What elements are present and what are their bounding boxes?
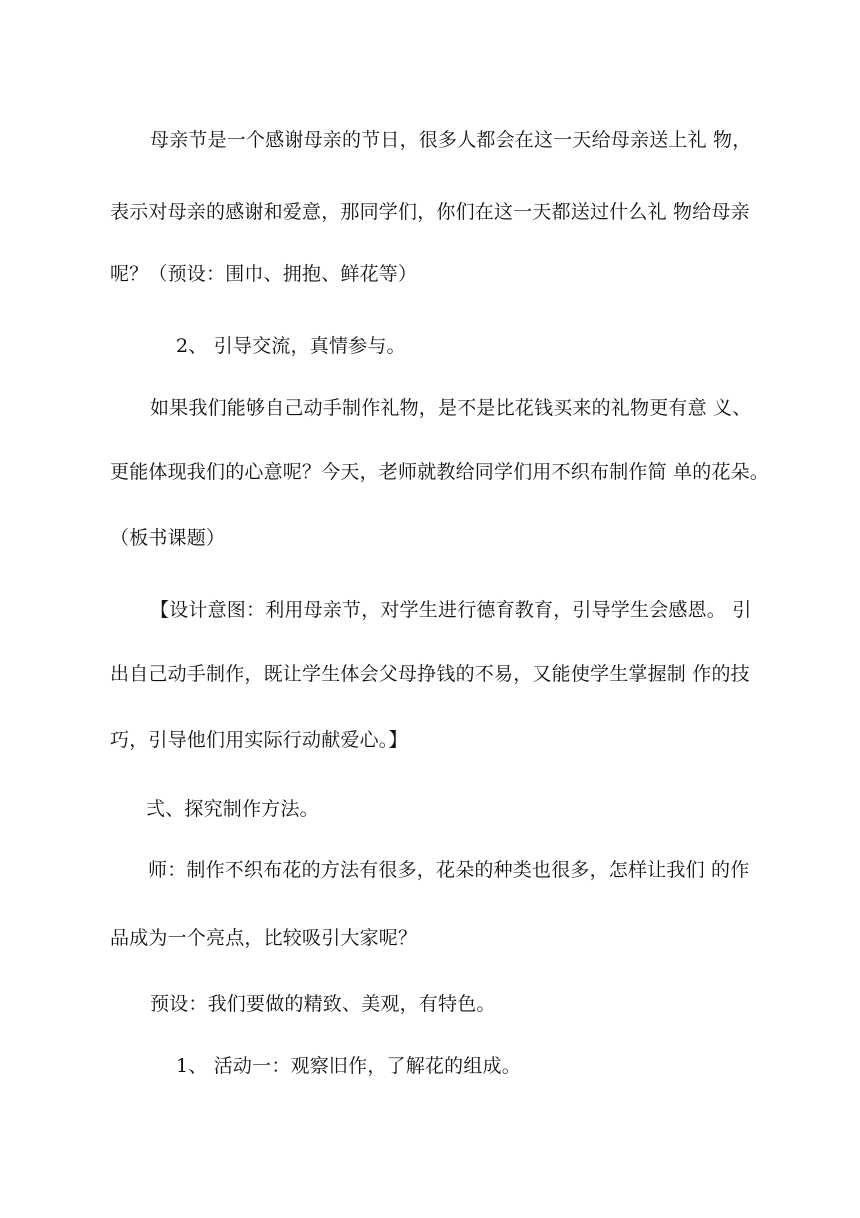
design-intent-line-3: 巧，引导他们用实际行动献爱心。】 <box>110 729 408 751</box>
paragraph-line-3: 呢？（预设：围巾、拥抱、鲜花等） <box>110 263 418 285</box>
design-intent-line-1: 【设计意图：利用母亲节，对学生进行德育教育，引导学生会感恩。 引 <box>150 599 752 621</box>
paragraph-line-6: （板书课题） <box>110 527 226 549</box>
section-heading-3: 弍、探究制作方法。 <box>146 798 319 820</box>
teacher-line-2: 品成为一个亮点，比较吸引大家呢？ <box>110 927 418 949</box>
preset-line: 预设：我们要做的精致、美观，有特色。 <box>150 993 496 1015</box>
paragraph-line-2: 表示对母亲的感谢和爱意，那同学们，你们在这一天都送过什么礼 物给母亲 <box>110 201 750 223</box>
teacher-line-1: 师：制作不织布花的方法有很多，花朵的种类也很多，怎样让我们 的作 <box>148 859 750 881</box>
design-intent-line-2: 出自己动手制作，既让学生体会父母挣钱的不易，又能使学生掌握制 作的技 <box>110 663 750 685</box>
paragraph-line-5: 更能体现我们的心意呢？今天，老师就教给同学们用不织布制作简 单的花朵。 <box>110 461 770 483</box>
section-heading-2: 2、 引导交流，真情参与。 <box>176 335 406 357</box>
paragraph-line-4: 如果我们能够自己动手制作礼物，是不是比花钱买来的礼物更有意 义、 <box>150 397 752 419</box>
activity-heading-1: 1、 活动一：观察旧作，了解花的组成。 <box>176 1055 521 1077</box>
paragraph-line-1: 母亲节是一个感谢母亲的节日，很多人都会在这一天给母亲送上礼 物， <box>150 129 752 151</box>
